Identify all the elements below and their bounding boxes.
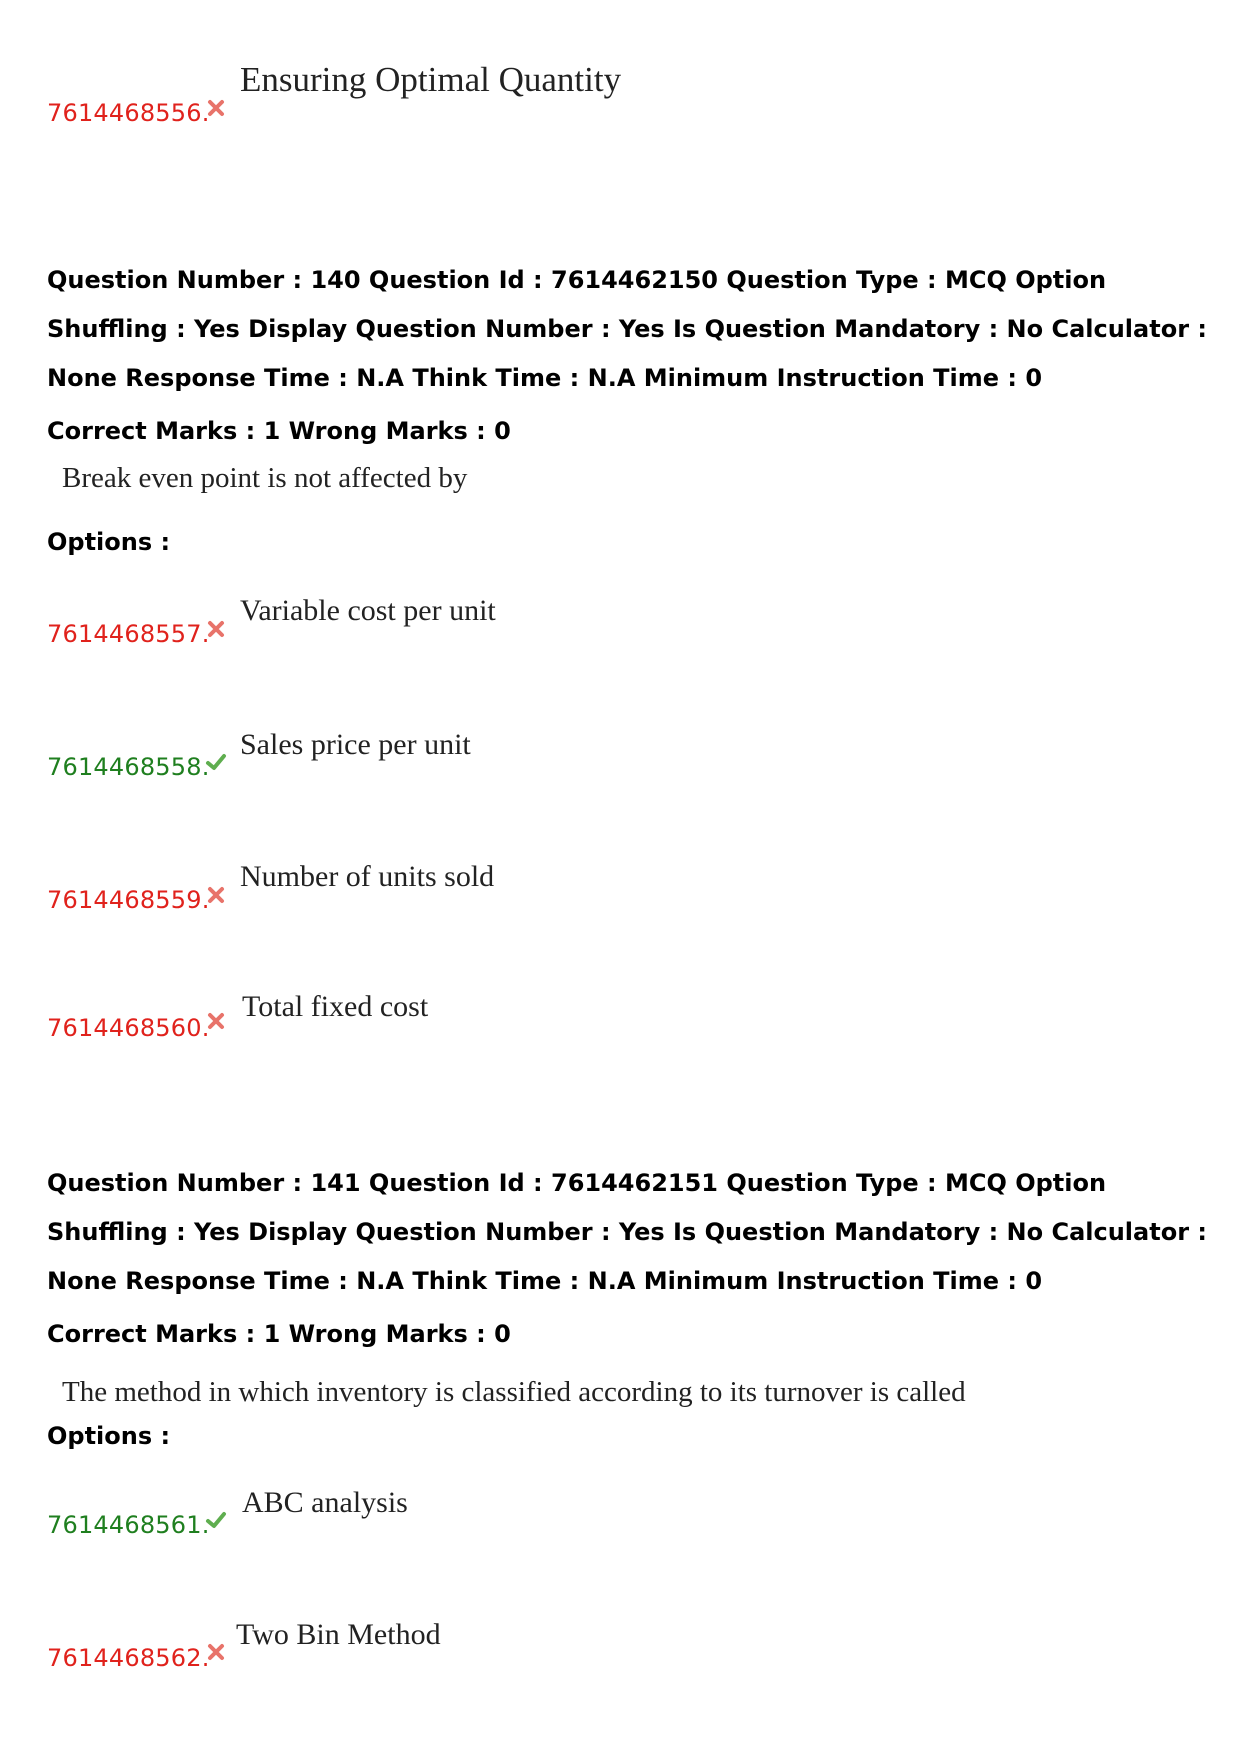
cross-icon [206, 885, 226, 905]
option-id: 7614468561. [47, 1511, 210, 1539]
cross-icon [206, 1642, 226, 1662]
option-text: Variable cost per unit [240, 594, 496, 627]
question-meta: Question Number : 140 Question Id : 7614462150 Question Type : MCQ Option Shuffling : Yes Display Question Number : Yes Is Question Mandatory : No Calculator : None Response Time : N.A Think Time : N.A Minimum Instruction Time : 0 [47, 266, 1207, 392]
question-marks: Correct Marks : 1 Wrong Marks : 0 [47, 417, 511, 445]
cross-icon [206, 619, 226, 639]
option-id: 7614468560. [47, 1014, 210, 1042]
option-id: 7614468556. [47, 99, 210, 127]
check-icon [204, 752, 228, 772]
option-text: Total fixed cost [242, 990, 429, 1023]
option-id: 7614468562. [47, 1644, 210, 1672]
option-text: Number of units sold [240, 860, 495, 893]
question-text: The method in which inventory is classified according to its turnover is called [62, 1376, 966, 1408]
option-id: 7614468558. [47, 753, 210, 781]
option-text: Two Bin Method [236, 1618, 441, 1651]
option-id: 7614468559. [47, 886, 210, 914]
check-icon [204, 1510, 228, 1530]
option-text: Sales price per unit [240, 728, 471, 761]
question-meta: Question Number : 141 Question Id : 7614462151 Question Type : MCQ Option Shuffling : Yes Display Question Number : Yes Is Question Mandatory : No Calculator : None Response Time : N.A Think Time : N.A Minimum Instruction Time : 0 [47, 1169, 1207, 1295]
options-label: Options : [47, 528, 171, 556]
cross-icon [206, 1011, 226, 1031]
options-label: Options : [47, 1422, 171, 1450]
question-marks: Correct Marks : 1 Wrong Marks : 0 [47, 1320, 511, 1348]
option-text: Ensuring Optimal Quantity [240, 60, 622, 99]
cross-icon [206, 98, 226, 118]
question-text: Break even point is not affected by [62, 462, 468, 494]
option-text: ABC analysis [242, 1486, 408, 1519]
option-id: 7614468557. [47, 620, 210, 648]
